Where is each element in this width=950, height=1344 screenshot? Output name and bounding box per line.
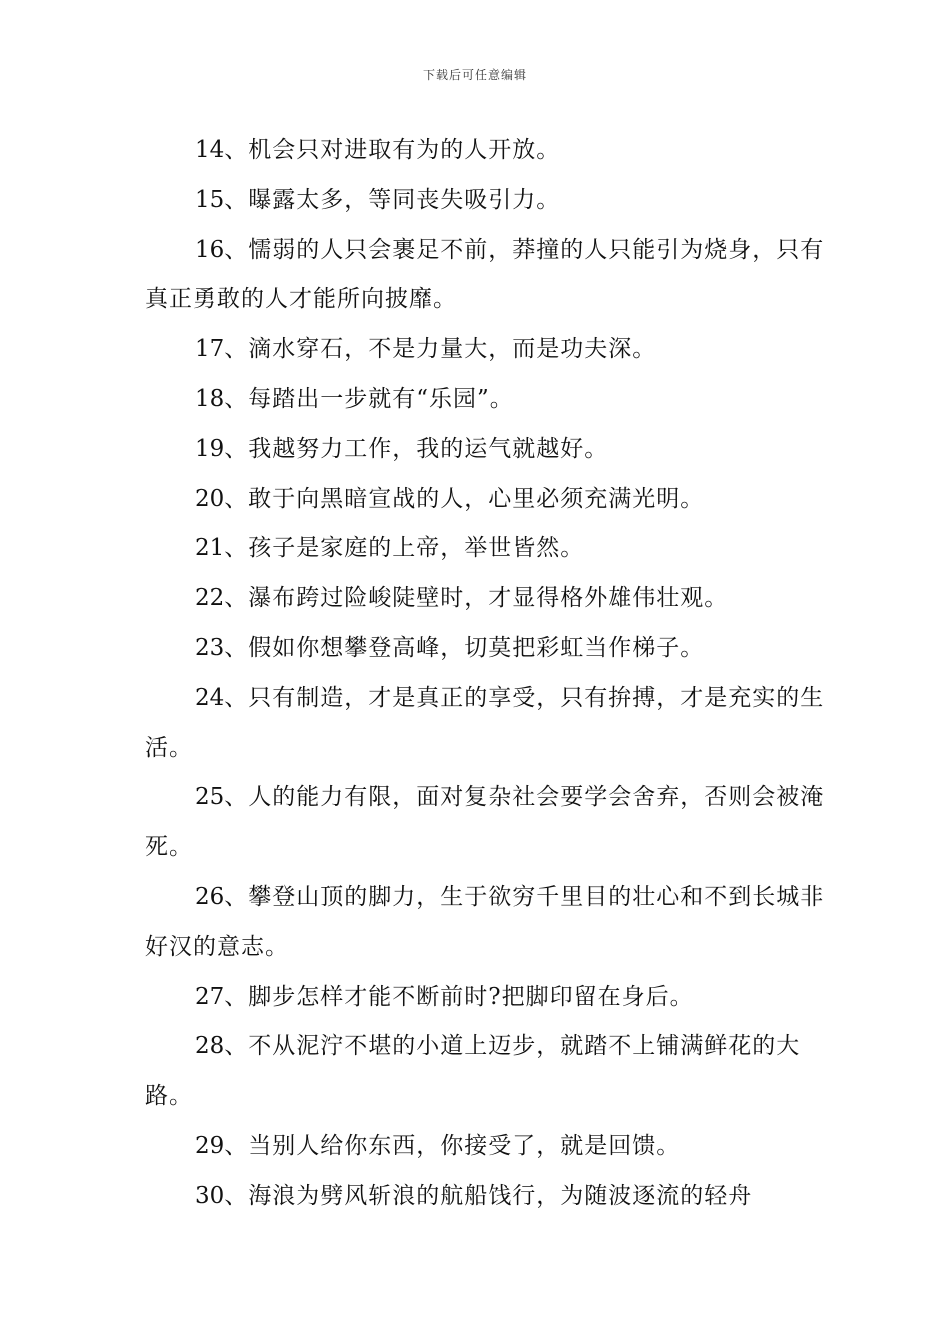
item-number: 28 xyxy=(195,1033,225,1060)
list-item xyxy=(145,126,825,176)
item-number: 20 xyxy=(195,485,225,512)
item-separator: 、 xyxy=(224,535,249,562)
item-text: 每踏出一步就有“乐园”。 xyxy=(248,385,514,412)
document-body xyxy=(145,126,825,1222)
item-number: 14 xyxy=(195,137,225,163)
item-text: 脚步怎样才能不断前时?把脚印留在身后。 xyxy=(248,983,694,1010)
item-number: 29 xyxy=(195,1132,225,1159)
item-number: 16 xyxy=(195,236,225,263)
item-separator: 、 xyxy=(224,336,249,363)
item-separator: 、 xyxy=(224,983,249,1010)
item-text: 滴水穿石，不是力量大，而是功夫深。 xyxy=(248,336,657,363)
item-number: 17 xyxy=(195,336,225,363)
item-separator: 、 xyxy=(224,1182,249,1209)
item-number: 18 xyxy=(195,385,225,412)
item-separator: 、 xyxy=(224,1132,249,1159)
item-separator: 、 xyxy=(224,236,249,263)
list-item xyxy=(145,973,825,1023)
item-separator: 、 xyxy=(224,784,249,811)
item-number: 22 xyxy=(195,585,225,612)
item-text: 我越努力工作，我的运气就越好。 xyxy=(248,435,609,462)
list-item xyxy=(145,873,825,973)
item-text: 懦弱的人只会裹足不前，莽撞的人只能引为烧身，只有真正勇敢的人才能所向披靡。 xyxy=(145,236,825,313)
item-separator: 、 xyxy=(224,186,249,213)
item-text: 敢于向黑暗宣战的人，心里必须充满光明。 xyxy=(248,485,705,512)
item-separator: 、 xyxy=(224,634,249,661)
item-separator: 、 xyxy=(224,137,249,163)
item-separator: 、 xyxy=(224,385,249,412)
item-number: 26 xyxy=(195,883,225,910)
item-separator: 、 xyxy=(224,883,249,910)
item-number: 23 xyxy=(195,634,225,661)
item-text: 曝露太多，等同丧失吸引力。 xyxy=(248,186,561,213)
list-item xyxy=(145,1022,825,1122)
item-text: 孩子是家庭的上帝，举世皆然。 xyxy=(248,535,585,562)
list-item xyxy=(145,1172,825,1222)
item-number: 19 xyxy=(195,435,225,462)
item-text: 不从泥泞不堪的小道上迈步，就踏不上铺满鲜花的大路。 xyxy=(145,1033,801,1110)
list-item xyxy=(145,773,825,873)
item-number: 15 xyxy=(195,186,225,213)
item-number: 21 xyxy=(195,535,225,562)
item-text: 机会只对进取有为的人开放。 xyxy=(248,137,561,163)
item-separator: 、 xyxy=(224,684,249,711)
list-item xyxy=(145,1122,825,1172)
item-separator: 、 xyxy=(224,1033,249,1060)
item-text: 当别人给你东西，你接受了，就是回馈。 xyxy=(248,1132,681,1159)
item-separator: 、 xyxy=(224,485,249,512)
item-text: 只有制造，才是真正的享受，只有拚搏，才是充实的生活。 xyxy=(145,684,825,761)
list-item xyxy=(145,226,825,326)
list-item xyxy=(145,375,825,425)
list-item xyxy=(145,325,825,375)
item-text: 假如你想攀登高峰，切莫把彩虹当作梯子。 xyxy=(248,634,705,661)
list-item xyxy=(145,425,825,475)
item-number: 27 xyxy=(195,983,225,1010)
page-header: 下载后可任意编辑 xyxy=(422,68,527,82)
item-separator: 、 xyxy=(224,435,249,462)
item-text: 攀登山顶的脚力，生于欲穷千里目的壮心和不到长城非好汉的意志。 xyxy=(145,883,825,960)
list-item xyxy=(145,475,825,525)
list-item xyxy=(145,624,825,674)
item-text: 人的能力有限，面对复杂社会要学会舍弃，否则会被淹死。 xyxy=(145,784,825,861)
item-number: 30 xyxy=(195,1182,225,1209)
list-item xyxy=(145,176,825,226)
list-item xyxy=(145,674,825,774)
item-text: 海浪为劈风斩浪的航船饯行，为随波逐流的轻舟 xyxy=(248,1182,753,1209)
list-item xyxy=(145,574,825,624)
list-item xyxy=(145,524,825,574)
item-number: 25 xyxy=(195,784,225,811)
item-separator: 、 xyxy=(224,585,249,612)
item-number: 24 xyxy=(195,684,225,711)
item-text: 瀑布跨过险峻陡壁时，才显得格外雄伟壮观。 xyxy=(248,585,729,612)
